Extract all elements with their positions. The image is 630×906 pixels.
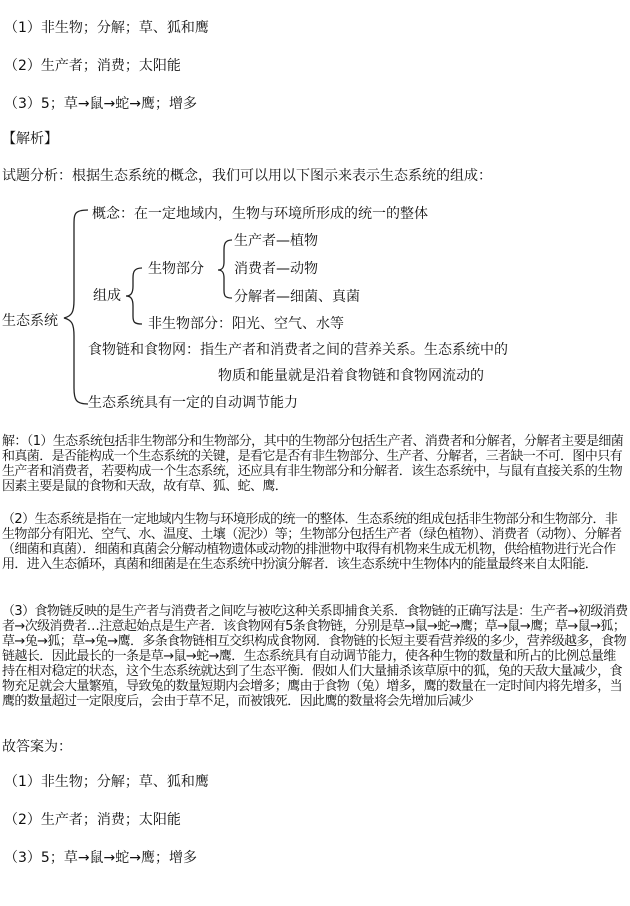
diagram-consumer: 消费者—动物: [234, 261, 318, 277]
final-answer-line-1: （1）非生物；分解；草、狐和鹰: [4, 774, 209, 790]
solution-paragraph-1: 解：（1）生态系统包括非生物部分和生物部分，其中的生物部分包括生产者、消费者和分解者，分解者主要是细菌和真菌．是否能构成一个生态系统的关键，是看它是否有非生物部分、生产者、分解者，三者缺一不可．图中只有生产者和消费者，若要构成一个生态系统，还应具有非生物部分和分解者．该生态系统中，与鼠有直接关系的生物因素主要是鼠的食物和天敌，故有草、狐、蛇、鹰．: [2, 434, 624, 494]
final-answer-line-2: （2）生产者；消费；太阳能: [4, 812, 181, 828]
final-answer-line-3: （3）5；草→鼠→蛇→鹰；增多: [4, 850, 198, 866]
analysis-heading: 【解析】: [2, 131, 58, 147]
answer-line-2: （2）生产者；消费；太阳能: [4, 58, 181, 74]
conclusion-label: 故答案为：: [2, 739, 72, 755]
diagram-biotic: 生物部分: [148, 261, 204, 277]
answer-line-3: （3）5；草→鼠→蛇→鹰；增多: [4, 96, 198, 112]
solution-paragraph-3: （3）食物链反映的是生产者与消费者之间吃与被吃这种关系即捕食关系．食物链的正确写法是：生产者→初级消费者→次级消费者…注意起始点是生产者．该食物网有5条食物链，分别是草→鼠→蛇→鹰；草→鼠→鹰；草→鼠→狐；草→兔→狐；草→兔→鹰．多条食物链相互交织构成食物网．食物链的长短主要看营养级的多少，营养级越多，食物链越长．因此最长的一条是草→鼠→蛇→鹰．生态系统具有自动调节能力，使各种生物的数量和所占的比例总量维持在相对稳定的状态，这个生态系统就达到了生态平衡．假如人们大量捕杀该草原中的狐，兔的天敌大量减少，食物充足就会大量繁殖，导致兔的数量短期内会增多；鹰由于食物（兔）增多，鹰的数量在一定时间内将先增多，当鹰的数量超过一定限度后，会由于草不足，而被饿死．因此鹰的数量将会先增加后减少: [2, 604, 628, 709]
diagram-foodweb-line1: 食物链和食物网：指生产者和消费者之间的营养关系。生态系统中的: [88, 342, 508, 358]
diagram-composition: 组成: [93, 288, 121, 304]
diagram-root: 生态系统: [2, 313, 58, 329]
diagram-foodweb-line2: 物质和能量就是沿着食物链和食物网流动的: [218, 368, 484, 384]
diagram-concept: 概念：在一定地域内，生物与环境所形成的统一的整体: [92, 206, 428, 222]
diagram-selfreg: 生态系统具有一定的自动调节能力: [88, 395, 298, 411]
diagram-abiotic: 非生物部分：阳光、空气、水等: [148, 316, 344, 332]
answer-line-1: （1）非生物；分解；草、狐和鹰: [4, 20, 209, 36]
intro-text: 试题分析：根据生态系统的概念，我们可以用以下图示来表示生态系统的组成：: [2, 168, 492, 184]
diagram-producer: 生产者—植物: [234, 233, 318, 249]
diagram-decomposer: 分解者—细菌、真菌: [234, 289, 360, 305]
solution-paragraph-2: （2）生态系统是指在一定地域内生物与环境形成的统一的整体．生态系统的组成包括非生物部分和生物部分．非生物部分有阳光、空气、水、温度、土壤（泥沙）等；生物部分包括生产者（绿色植物）、消费者（动物）、分解者（细菌和真菌）．细菌和真菌会分解动植物遗体或动物的排泄物中取得有机物来生成无机物，供给植物进行光合作用．进入生态循环，真菌和细菌是在生态系统中扮演分解者．该生态系统中生物体内的能量最终来自太阳能．: [2, 512, 622, 572]
